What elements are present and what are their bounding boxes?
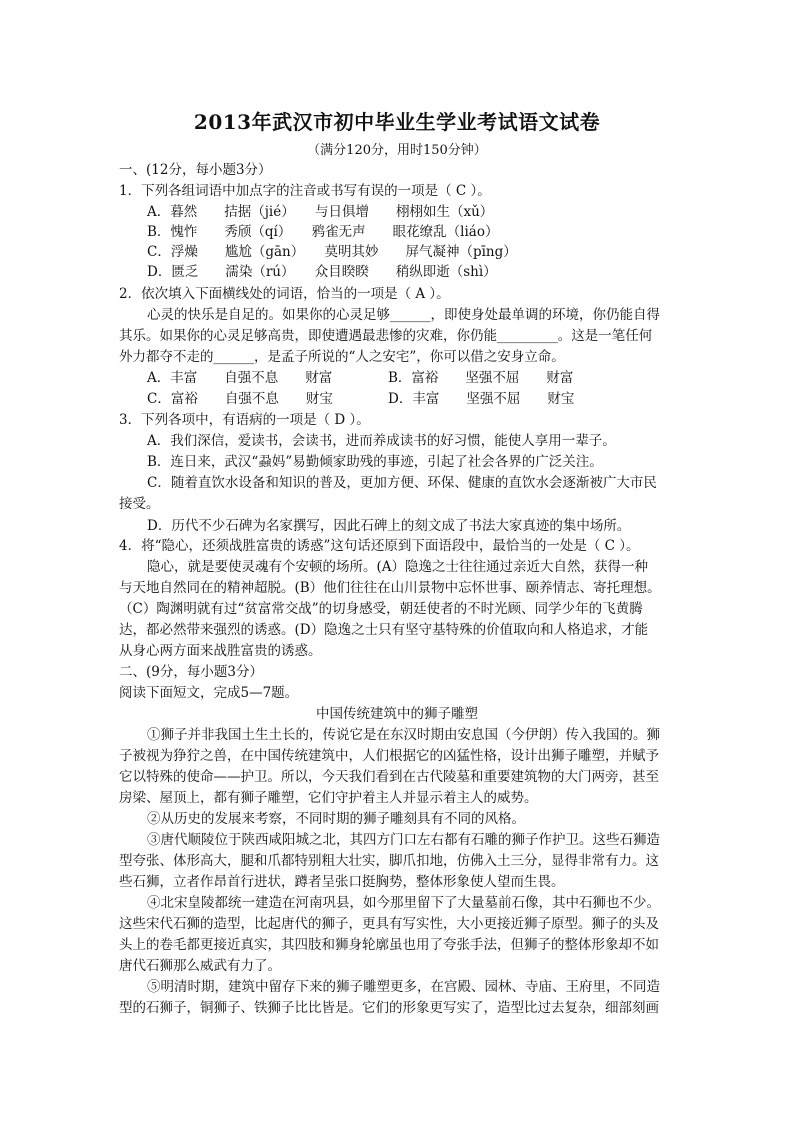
q2-option-a: A．丰富 自强不息 财富 — [147, 370, 333, 386]
article-paragraph-line: ③唐代顺陵位于陕西咸阳城之北，其四方门口左右都有石雕的狮子作护卫。这些石狮造 — [147, 832, 660, 848]
article-paragraph-line: ⑤明清时期，建筑中留存下来的狮子雕塑更多，在宫殿、园林、寺庙、王府里，不同造 — [147, 979, 660, 995]
article-paragraph-line: ②从历史的发展来考察，不同时期的狮子雕刻具有不同的风格。 — [147, 811, 525, 827]
q1-option-c: C．浮燥 尴尬（gān） 莫明其妙 屏气凝神（pīng） — [147, 244, 517, 260]
q4-passage-line: 隐心，就是要使灵魂有个安顿的场所。(A）隐逸之士往往通过亲近大自然，获得一种 — [147, 559, 649, 575]
article-paragraph-line: 子被视为狰狞之兽，在中国传统建筑中，人们根据它的凶猛性格，设计出狮子雕塑，并赋予 — [119, 748, 659, 764]
q2-passage-line: 心灵的快乐是自足的。如果你的心灵足够______，即使身处最单调的环境，你仍能自得 — [147, 307, 660, 323]
article-paragraph-line: 唐代石狮那么威武有力了。 — [119, 958, 281, 974]
q3-option-c-cont: 接受。 — [119, 496, 160, 512]
q3-option-a: A．我们深信，爱读书，会读书，进而养成读书的好习惯，能使人享用一辈子。 — [147, 433, 616, 449]
section2-instruction: 阅读下面短文，完成5—7题。 — [119, 685, 299, 701]
q4-passage-line: （C）陶渊明就有过“贫富常交战”的切身感受，朝廷使者的不时光顾、同学少年的飞黄腾 — [119, 601, 643, 617]
q2-option-c: C．富裕 自强不息 财宝 — [147, 391, 333, 407]
q3-option-b: B．连日来，武汉“蝨妈”易勤倾家助残的事迹，引起了社会各界的广泛关注。 — [147, 454, 603, 470]
article-paragraph-line: ①狮子并非我国土生土长的，传说它是在东汉时期由安息国（今伊朗）传入我国的。狮 — [147, 727, 660, 743]
q1-option-a: A．暮然 拮据（jié） 与日俱增 栩栩如生（xǔ） — [147, 204, 494, 220]
q4-stem: 4．将“隐心，还须战胜富贵的诱惑”这句话还原到下面语段中，最恰当的一处是（ C ）。 — [119, 538, 640, 554]
article-paragraph-line: 它以特殊的使命——护卫。所以，今天我们看到在古代陵墓和重要建筑物的大门两旁，甚至 — [119, 769, 659, 785]
q3-option-c: C．随着直饮水设备和知识的普及，更加方便、环保、健康的直饮水会逐渐被广大市民 — [147, 475, 657, 491]
article-title: 中国传统建筑中的狮子雕塑 — [316, 706, 478, 722]
q2-option-b: B．富裕 坚强不屈 财富 — [388, 370, 574, 386]
q3-stem: 3．下列各项中，有语病的一项是（ D ）。 — [119, 412, 370, 428]
q2-passage-line: 其乐。如果你的心灵足够高贵，即使遭遇最悲惨的灾难，你仍能_________。这是一笔任何 — [119, 328, 653, 344]
q1-option-d: D．匮乏 濡染（rú） 众目睽睽 稍纵即逝（shì） — [147, 264, 497, 280]
section2-heading: 二、(9分，每小题3分） — [119, 664, 263, 680]
q3-option-d: D．历代不少石碑为名家撰写，因此石碑上的刻文成了书法大家真迹的集中场所。 — [147, 518, 631, 534]
article-paragraph-line: 型的石狮子，铜狮子、铁狮子比比皆是。它们的形象更写实了，造型比过去复杂，细部刻画 — [119, 1000, 659, 1016]
page-title: 2013年武汉市初中毕业生学业考试语文试卷 — [193, 110, 601, 134]
q2-option-d: D．丰富 坚强不屈 财宝 — [388, 391, 575, 407]
q4-passage-line: 达，都必然带来强烈的诱惑。(D）隐逸之士只有坚守基特殊的价值取向和人格追求，才能 — [119, 622, 649, 638]
q1-stem: 1．下列各组词语中加点字的注音或书写有误的一项是（ C ）。 — [119, 183, 491, 199]
article-paragraph-line: 型夸张、体形高大，腿和爪都特别粗大壮实，脚爪扣地，仿佛入土三分，显得非常有力。这 — [119, 853, 659, 869]
article-paragraph-line: 这些宋代石狮的造型，比起唐代的狮子，更具有写实性，大小更接近狮子原型。狮子的头及 — [119, 916, 659, 932]
q4-passage-line: 与天地自然同在的精神超脱。(B）他们往往在山川景物中忘怀世事、颐养情志、寄托理想。 — [119, 580, 661, 596]
q4-passage-line: 从身心两方面来战胜富贵的诱惑。 — [119, 643, 322, 659]
article-paragraph-line: ④北宋皇陵都统一建造在河南巩县，如今那里留下了大量墓前石像，其中石狮也不少。 — [147, 895, 660, 911]
article-paragraph-line: 些石狮，立者作昂首行进状，蹲者呈张口挺胸势，整体形象使人望而生畏。 — [119, 874, 565, 890]
q2-stem: 2．依次填入下面横线处的词语，恰当的一项是（ A ）。 — [119, 286, 450, 302]
article-paragraph-line: 房梁、屋顶上，都有狮子雕塑，它们守护着主人并显示着主人的威势。 — [119, 790, 538, 806]
q1-option-b: B．愧怍 秀颀（qí） 鸦雀无声 眼花缭乱（liáo） — [147, 224, 499, 240]
section1-heading: 一、(12分，每小题3分） — [119, 162, 272, 178]
article-paragraph-line: 头上的卷毛都更接近真实，其四肢和狮身轮廓虽也用了夸张手法，但狮子的整体形象却不如 — [119, 937, 659, 953]
q2-passage-line: 外力都夺不走的______，是孟子所说的“人之安宅”，你可以借之安身立命。 — [119, 349, 565, 365]
page-subtitle: （满分120分，用时150分钟） — [307, 143, 487, 158]
